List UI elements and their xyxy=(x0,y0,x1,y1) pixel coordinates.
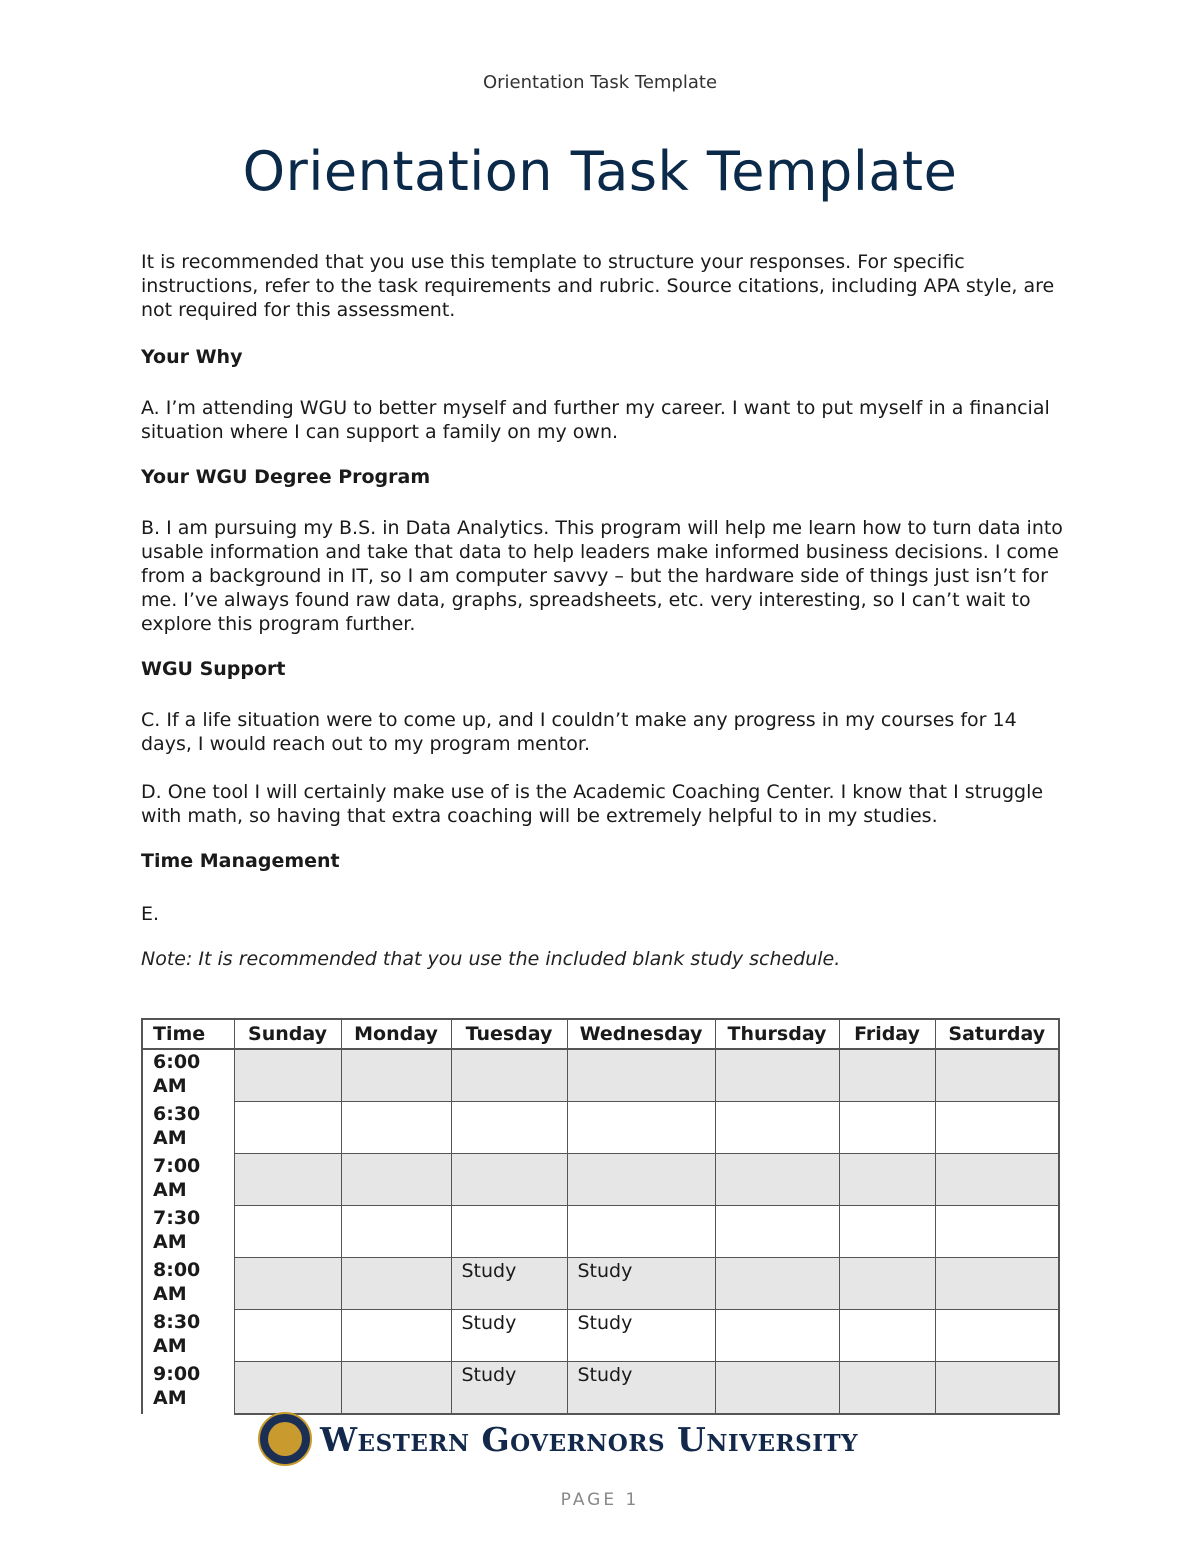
column-header-sunday: Sunday xyxy=(234,1019,341,1049)
schedule-cell xyxy=(839,1206,935,1258)
time-slot-meridiem: AM xyxy=(153,1282,187,1305)
schedule-cell xyxy=(839,1310,935,1362)
column-header-time: Time xyxy=(142,1019,234,1049)
schedule-cell xyxy=(935,1206,1059,1258)
schedule-cell xyxy=(451,1154,567,1206)
time-slot-meridiem: AM xyxy=(153,1075,187,1097)
section-heading-support: WGU Support xyxy=(141,658,286,680)
answer-c: C. If a life situation were to come up, and I couldn’t make any progress in my courses for 14 days, I would reach out to my program mentor. xyxy=(141,709,1017,755)
schedule-row xyxy=(142,1154,1059,1206)
time-slot-hour: 6:30 xyxy=(153,1102,201,1125)
time-slot-label xyxy=(142,1362,234,1415)
time-slot-label xyxy=(142,1258,234,1310)
schedule-cell xyxy=(839,1049,935,1102)
schedule-row xyxy=(142,1206,1059,1258)
schedule-cell xyxy=(715,1102,839,1154)
time-slot-meridiem: AM xyxy=(153,1126,187,1149)
column-header-friday: Friday xyxy=(839,1019,935,1049)
time-slot-hour: 8:30 xyxy=(153,1310,201,1333)
schedule-cell xyxy=(715,1362,839,1415)
time-slot-meridiem: AM xyxy=(153,1178,187,1201)
schedule-cell: Study xyxy=(567,1258,715,1310)
time-slot-hour: 6:00 xyxy=(153,1051,201,1073)
schedule-cell xyxy=(839,1102,935,1154)
schedule-row xyxy=(142,1362,1059,1415)
schedule-cell xyxy=(715,1206,839,1258)
schedule-cell xyxy=(567,1049,715,1102)
schedule-cell xyxy=(234,1206,341,1258)
schedule-cell xyxy=(341,1102,451,1154)
schedule-cell xyxy=(935,1049,1059,1102)
section-heading-degree: Your WGU Degree Program xyxy=(141,466,431,488)
schedule-row xyxy=(142,1258,1059,1310)
schedule-cell xyxy=(341,1154,451,1206)
schedule-cell: Study xyxy=(567,1362,715,1415)
schedule-cell xyxy=(715,1258,839,1310)
schedule-cell xyxy=(341,1362,451,1415)
schedule-cell xyxy=(715,1049,839,1102)
schedule-cell xyxy=(839,1258,935,1310)
schedule-cell xyxy=(567,1102,715,1154)
schedule-cell xyxy=(839,1362,935,1415)
schedule-cell xyxy=(234,1102,341,1154)
logo-wordmark: Western Governors University xyxy=(320,1420,859,1459)
column-header-saturday: Saturday xyxy=(935,1019,1059,1049)
wgu-seal-icon xyxy=(258,1412,312,1466)
schedule-cell xyxy=(935,1362,1059,1415)
time-slot-meridiem: AM xyxy=(153,1334,187,1357)
time-slot-label xyxy=(142,1310,234,1362)
time-slot-meridiem: AM xyxy=(153,1386,187,1409)
schedule-cell xyxy=(451,1206,567,1258)
schedule-cell xyxy=(715,1310,839,1362)
study-schedule-table xyxy=(141,1018,1060,1415)
schedule-cell: Study xyxy=(451,1362,567,1415)
schedule-cell xyxy=(567,1206,715,1258)
schedule-cell xyxy=(234,1362,341,1415)
column-header-thursday: Thursday xyxy=(715,1019,839,1049)
column-header-monday: Monday xyxy=(341,1019,451,1049)
schedule-cell xyxy=(341,1310,451,1362)
section-heading-time: Time Management xyxy=(141,850,340,872)
schedule-cell xyxy=(935,1310,1059,1362)
time-slot-label xyxy=(142,1206,234,1258)
time-slot-label xyxy=(142,1154,234,1206)
schedule-cell xyxy=(234,1258,341,1310)
answer-b: B. I am pursuing my B.S. in Data Analytics. This program will help me learn how to turn data into usable information and take that data to help leaders make informed business decisions. I come from a background in IT, so I am computer savvy – but the hardware side of things just isn’t for me. I’ve always found raw data, graphs, spreadsheets, etc. very interesting, so I can’t wait to explore this program further. xyxy=(141,517,1063,635)
schedule-cell xyxy=(451,1049,567,1102)
time-slot-label xyxy=(142,1102,234,1154)
section-heading-why: Your Why xyxy=(141,346,243,368)
schedule-header-row xyxy=(142,1019,1059,1049)
schedule-row xyxy=(142,1102,1059,1154)
schedule-cell xyxy=(341,1258,451,1310)
page-title: Orientation Task Template xyxy=(242,140,958,203)
schedule-cell xyxy=(567,1154,715,1206)
schedule-cell xyxy=(451,1102,567,1154)
schedule-cell xyxy=(234,1154,341,1206)
schedule-note: Note: It is recommended that you use the included blank study schedule. xyxy=(141,948,841,970)
running-header: Orientation Task Template xyxy=(482,72,718,93)
schedule-cell xyxy=(935,1102,1059,1154)
schedule-cell xyxy=(839,1154,935,1206)
time-slot-hour: 9:00 xyxy=(153,1362,201,1385)
schedule-cell xyxy=(234,1049,341,1102)
intro-paragraph: It is recommended that you use this template to structure your responses. For specific instructions, refer to the task requirements and rubric. Source citations, including APA style, are not required for this assessment. xyxy=(141,251,1055,321)
schedule-cell xyxy=(715,1154,839,1206)
time-slot-hour: 7:30 xyxy=(153,1206,201,1229)
schedule-cell: Study xyxy=(567,1310,715,1362)
time-slot-hour: 7:00 xyxy=(153,1154,201,1177)
schedule-cell xyxy=(935,1154,1059,1206)
time-slot-hour: 8:00 xyxy=(153,1258,201,1281)
time-slot-label xyxy=(142,1049,234,1102)
column-header-tuesday: Tuesday xyxy=(451,1019,567,1049)
schedule-row xyxy=(142,1049,1059,1102)
column-header-wednesday: Wednesday xyxy=(567,1019,715,1049)
answer-a: A. I’m attending WGU to better myself and further my career. I want to put myself in a financial situation where I can support a family on my own. xyxy=(141,397,1050,443)
schedule-cell xyxy=(341,1206,451,1258)
page-number: PAGE 1 xyxy=(560,1490,640,1510)
time-slot-meridiem: AM xyxy=(153,1230,187,1253)
answer-e: E. xyxy=(141,903,160,925)
schedule-cell: Study xyxy=(451,1310,567,1362)
schedule-cell: Study xyxy=(451,1258,567,1310)
schedule-cell xyxy=(341,1049,451,1102)
answer-d: D. One tool I will certainly make use of is the Academic Coaching Center. I know that I struggle with math, so having that extra coaching will be extremely helpful to in my studies. xyxy=(141,781,1044,827)
wgu-logo xyxy=(258,1412,908,1470)
schedule-cell xyxy=(935,1258,1059,1310)
schedule-row xyxy=(142,1310,1059,1362)
schedule-cell xyxy=(234,1310,341,1362)
